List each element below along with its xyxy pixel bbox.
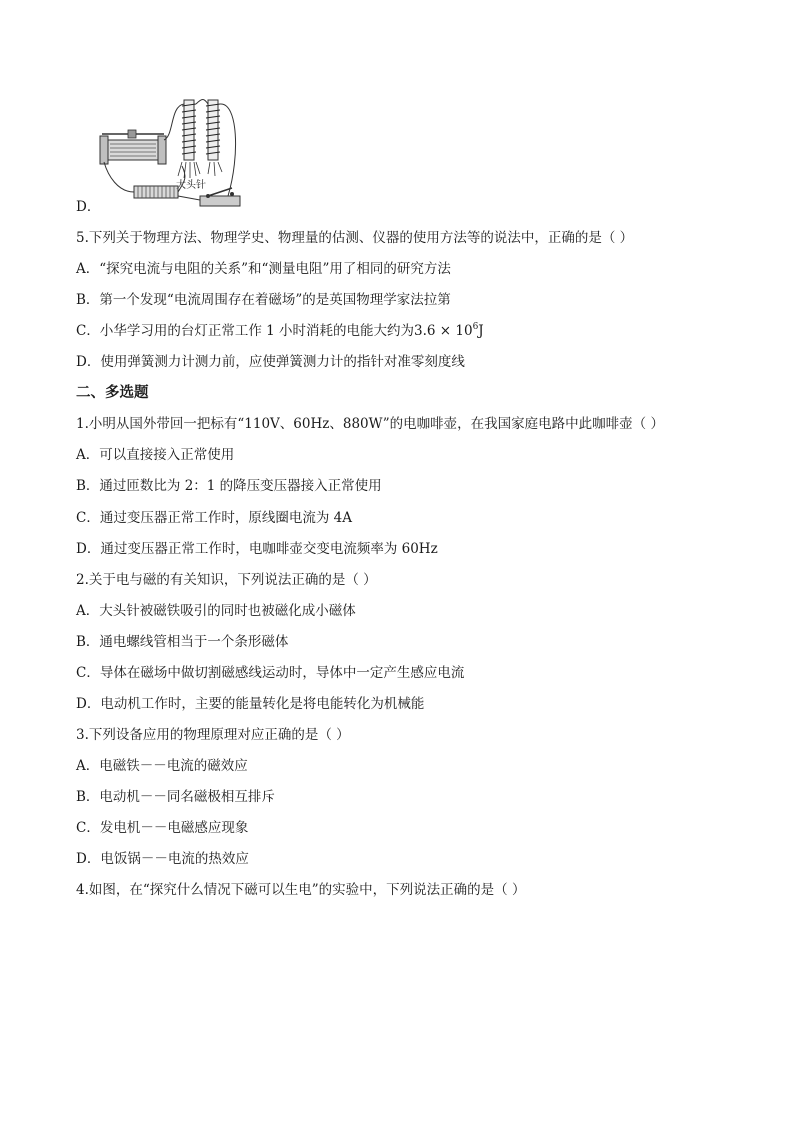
q3-option-c: C．发电机－－电磁感应现象 (76, 820, 249, 836)
q3-option-d: D．电饭锅－－电流的热效应 (76, 851, 249, 867)
q2-option-c: C．导体在磁场中做切割磁感线运动时，导体中一定产生感应电流 (76, 665, 465, 681)
electromagnet-experiment-figure (98, 96, 248, 212)
rheostat (100, 130, 166, 164)
q2-option-b: B．通电螺线管相当于一个条形磁体 (76, 634, 289, 650)
q3-option-a: A．电磁铁－－电流的磁效应 (76, 758, 248, 774)
q5-option-c-text: C．小华学习用的台灯正常工作 1 小时消耗的电能大约为 (76, 323, 415, 339)
q5-option-a: A．“探究电流与电阻的关系”和“测量电阻”用了相同的研究方法 (76, 261, 451, 277)
switch (200, 188, 240, 206)
section-title-multiple-choice: 二、多选题 (76, 385, 149, 401)
q4-stem: 4.如图，在“探究什么情况下磁可以生电”的实验中，下列说法正确的是（ ） (76, 882, 526, 898)
q5-option-c (76, 322, 484, 340)
q5-stem: 5.下列关于物理方法、物理学史、物理量的估测、仪器的使用方法等的说法中，正确的是（ ） (76, 230, 634, 246)
electromagnet-right (206, 100, 222, 176)
q1-option-b: B．通过匝数比为 2：1 的降压变压器接入正常使用 (76, 478, 382, 494)
battery (134, 186, 178, 198)
needle-label: 大头针 (176, 180, 206, 191)
q5-option-b: B．第一个发现“电流周围存在着磁场”的是英国物理学家法拉第 (76, 292, 451, 308)
q2-option-d: D．电动机工作时，主要的能量转化是将电能转化为机械能 (76, 696, 425, 712)
q1-stem: 1.小明从国外带回一把标有“110V、60Hz、880W”的电咖啡壶，在我国家庭电路中此咖啡壶（ ） (76, 416, 664, 432)
q1-option-d: D．通过变压器正常工作时，电咖啡壶交变电流频率为 60Hz (76, 541, 438, 557)
q1-option-c: C．通过变压器正常工作时，原线圈电流为 4A (76, 510, 352, 526)
q1-option-a: A．可以直接接入正常使用 (76, 447, 235, 463)
q5-energy-value: $3.6 \times 10^6J$ (414, 322, 484, 339)
q5-option-d: D．使用弹簧测力计测力前，应使弹簧测力计的指针对准零刻度线 (76, 354, 465, 370)
q3-stem: 3.下列设备应用的物理原理对应正确的是（ ） (76, 727, 350, 743)
prev-option-d: D． (76, 199, 101, 215)
q3-option-b: B．电动机－－同名磁极相互排斥 (76, 789, 275, 805)
q2-stem: 2.关于电与磁的有关知识，下列说法正确的是（ ） (76, 572, 377, 588)
electromagnet-left (178, 100, 200, 178)
q2-option-a: A．大头针被磁铁吸引的同时也被磁化成小磁体 (76, 603, 356, 619)
